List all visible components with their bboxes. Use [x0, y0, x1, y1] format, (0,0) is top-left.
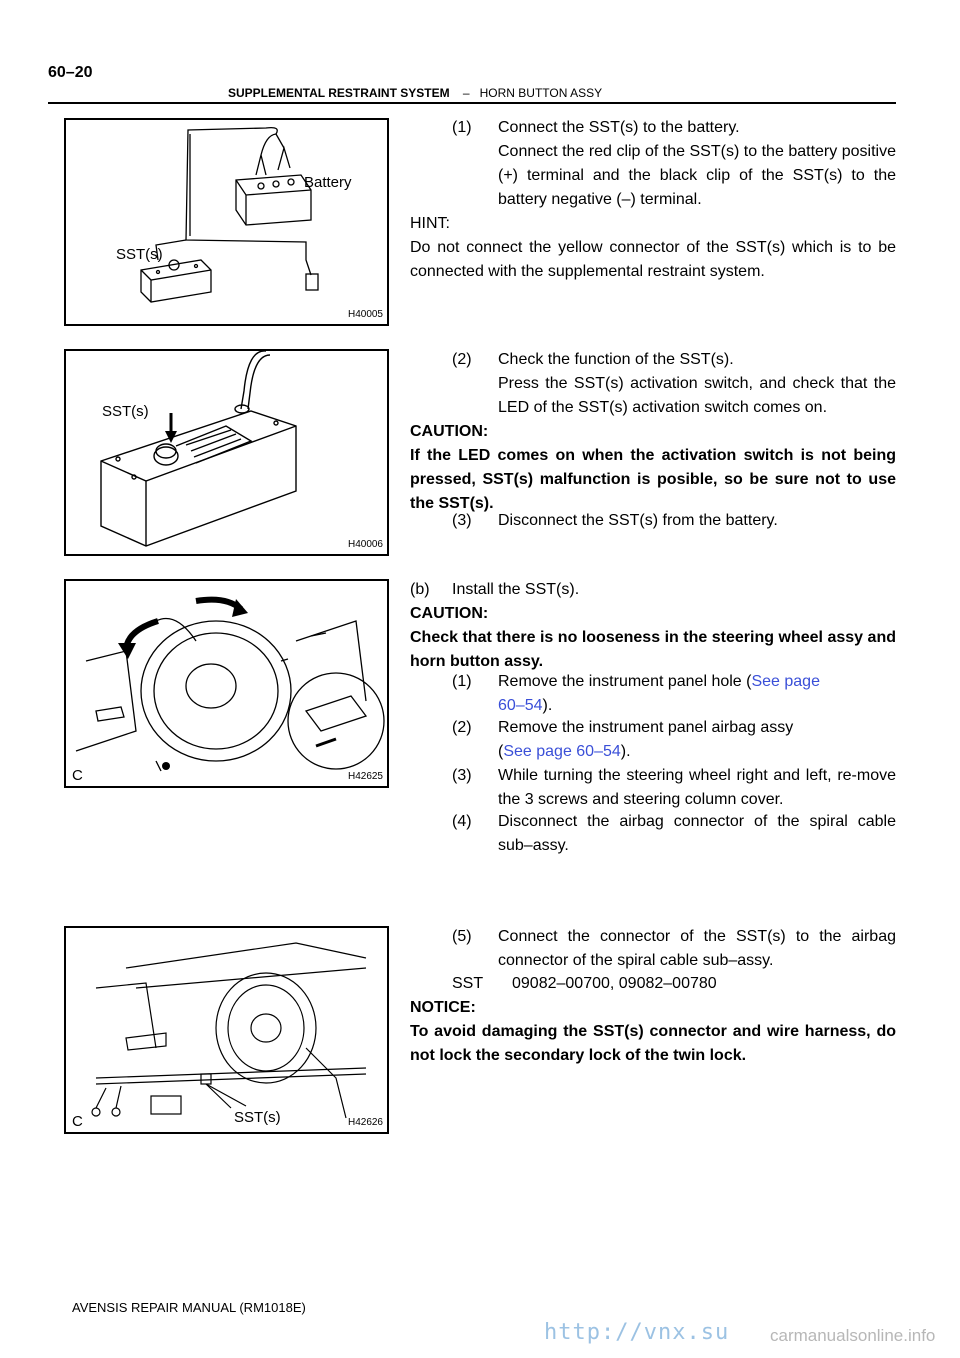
step-text: Connect the connector of the SST(s) to the airbag connector of the spiral cable sub–assy. [498, 928, 896, 969]
step-text [498, 670, 820, 694]
header-title [228, 86, 602, 100]
step-title: Disconnect the SST(s) from the battery. [498, 512, 778, 529]
notice-label: NOTICE: [410, 999, 476, 1016]
step-number: (5) [452, 928, 472, 945]
page-number: 60–20 [48, 64, 93, 81]
step-text: Remove the instrument panel airbag assy [498, 719, 794, 736]
step-title: Install the SST(s). [452, 581, 580, 598]
notice-text: To avoid damaging the SST(s) connector and wire harness, do not lock the secondary lock of the twin lock. [410, 1023, 896, 1064]
figure-sst-switch [64, 349, 389, 556]
figure-sst-connection [64, 926, 389, 1134]
figure-code: H40005 [347, 309, 383, 320]
step-text: While turning the steering wheel right and left, re-move the 3 screws and steering column cover. [498, 767, 896, 808]
sst-label: SST(s) [116, 246, 163, 263]
figure-code: H40006 [347, 539, 383, 550]
caution-label: CAUTION: [410, 605, 489, 622]
manual-footer: AVENSIS REPAIR MANUAL (RM1018E) [72, 1300, 306, 1315]
steering-wheel-illustration [66, 581, 387, 786]
caution-text: Check that there is no looseness in the steering wheel assy and horn button assy. [410, 629, 896, 670]
figure-sst-battery [64, 118, 389, 326]
step-text-cont [498, 694, 552, 718]
sst-switch-illustration [66, 351, 387, 554]
sst-battery-illustration [66, 120, 387, 324]
sst-label: SST(s) [234, 1109, 281, 1126]
step-number: (4) [452, 813, 472, 830]
step-number: (1) [452, 673, 472, 690]
hint-label: HINT: [410, 215, 450, 232]
step-number: (b) [410, 581, 430, 598]
watermark-link[interactable]: http://vnx.su [544, 1320, 730, 1345]
hint-text: Do not connect the yellow connector of the SST(s) which is to be connected with the supplemental restraint system. [410, 239, 896, 280]
step-body: Press the SST(s) activation switch, and check that the LED of the SST(s) activation switch comes on. [498, 375, 896, 416]
step-text-end: ). [542, 697, 553, 714]
step-title: Connect the SST(s) to the battery. [498, 119, 740, 136]
see-page-link[interactable]: See page 60–54 [503, 743, 621, 760]
caution-text: If the LED comes on when the activation switch is not being pressed, SST(s) malfunction is posible, so be sure not to use the SST(s). [410, 447, 896, 512]
figure-steering-wheel [64, 579, 389, 788]
step-number: (2) [452, 351, 472, 368]
step-title: Check the function of the SST(s). [498, 351, 734, 368]
sst-numbers: 09082–00700, 09082–00780 [512, 975, 717, 992]
step-text-open: ( [498, 743, 504, 760]
step-number: (3) [452, 767, 472, 784]
sst-label: SST(s) [102, 403, 149, 420]
header-rule [48, 102, 896, 104]
header-section: SUPPLEMENTAL RESTRAINT SYSTEM [228, 86, 450, 100]
step-number: (2) [452, 719, 472, 736]
c-label: C [72, 767, 83, 784]
step-text-cont [498, 740, 631, 764]
see-page-link[interactable]: See page [751, 673, 820, 690]
figure-code: H42625 [347, 771, 383, 782]
caution-label: CAUTION: [410, 423, 489, 440]
c-label: C [72, 1113, 83, 1130]
step-number: (1) [452, 119, 472, 136]
watermark-text: carmanualsonline.info [770, 1326, 936, 1345]
page-ref-link[interactable]: 60–54 [498, 697, 543, 714]
step-text: Disconnect the airbag connector of the spiral cable sub–assy. [498, 813, 896, 854]
sst-label: SST [452, 975, 484, 992]
step-text-end: ). [620, 743, 631, 760]
step-text-main: Remove the instrument panel hole ( [498, 673, 752, 690]
battery-label: Battery [304, 174, 352, 191]
step-body: Connect the red clip of the SST(s) to the battery positive (+) terminal and the black clip of the SST(s) to the battery negative (–) terminal. [498, 143, 896, 208]
sst-connection-illustration [66, 928, 387, 1132]
header-separator: – [462, 86, 470, 100]
step-number: (3) [452, 512, 472, 529]
header-subsection: HORN BUTTON ASSY [479, 86, 603, 100]
figure-code: H42626 [347, 1117, 383, 1128]
